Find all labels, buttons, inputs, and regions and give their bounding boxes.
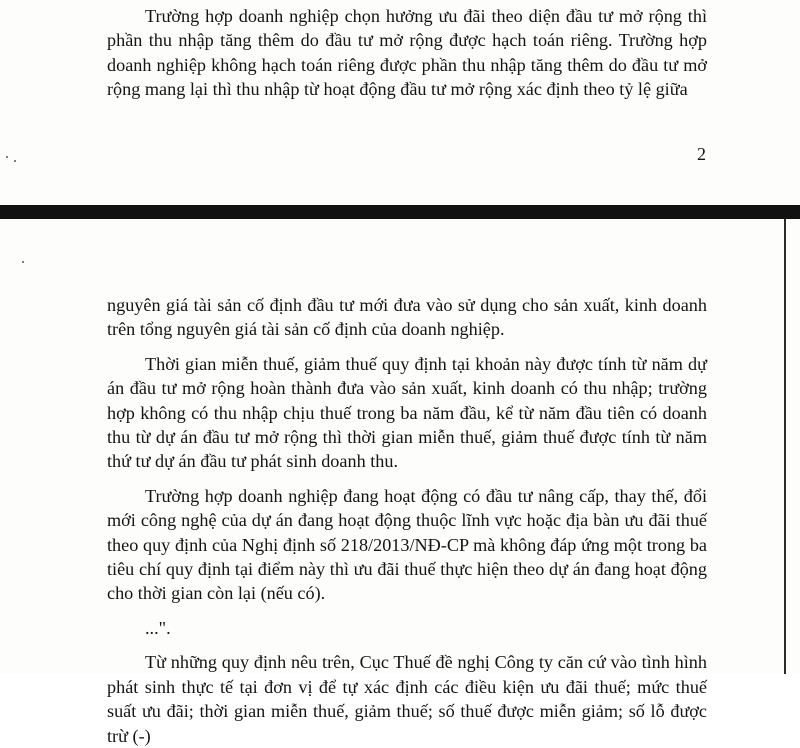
paragraph-exemption-period: Thời gian miễn thuế, giảm thuế quy định tại khoản này được tính từ năm dự án đầu tư mở rộng hoàn thành đưa vào sản xuất, kinh doanh có thu nhập; trường hợp không có thu nhập chịu thuế trong ba năm đầu, kể từ năm đầu tiên có doanh thu từ dự án đầu tư mở rộng thì thời gian miễn thuế, giảm thuế được tính từ năm thứ tư dự án đầu tư phát sinh doanh thu. (107, 353, 707, 472)
scan-speck (14, 160, 16, 162)
document-page-top (0, 0, 800, 205)
scan-speck (22, 261, 24, 263)
scan-speck (6, 156, 8, 158)
paragraph-quote-end: ...". (145, 617, 171, 638)
page-edge (784, 219, 786, 674)
paragraph-conclusion: Từ những quy định nêu trên, Cục Thuế đề nghị Công ty căn cứ vào tình hình phát sinh thực tế tại đơn vị để tự xác định các điều kiện ưu đãi thuế; mức thuế suất ưu đãi; thời gian miễn thuế, giảm thuế; số thuế được miễn giảm; số lỗ được trừ (-) (107, 652, 707, 746)
top-text-block (107, 4, 707, 102)
top-paragraph: Trường hợp doanh nghiệp chọn hưởng ưu đãi theo diện đầu tư mở rộng thì phần thu nhập tăng thêm do đầu tư mở rộng được hạch toán riêng. Trường hợp doanh nghiệp không hạch toán riêng được phần thu nhập tăng thêm do đầu tư mở rộng mang lại thì thu nhập từ hoạt động đầu tư mở rộng xác định theo tỷ lệ giữa (107, 6, 707, 100)
page-number: 2 (697, 144, 706, 164)
paragraph-continuation: nguyên giá tài sản cố định đầu tư mới đưa vào sử dụng cho sản xuất, kinh doanh trên tổng nguyên giá tài sản cố định của doanh nghiệp. (107, 295, 707, 340)
document-page-bottom (0, 219, 800, 746)
page-separator (0, 205, 800, 219)
paragraph-technology-upgrade: Trường hợp doanh nghiệp đang hoạt động có đầu tư nâng cấp, thay thế, đổi mới công nghệ của dự án đang hoạt động thuộc lĩnh vực hoặc địa bàn ưu đãi thuế theo quy định của Nghị định số 218/2013/NĐ-CP mà không đáp ứng một trong ba tiêu chí quy định tại điểm này thì ưu đãi thuế thực hiện theo dự án đang hoạt động cho thời gian còn lại (nếu có). (107, 485, 707, 604)
bottom-text-block (107, 293, 707, 748)
